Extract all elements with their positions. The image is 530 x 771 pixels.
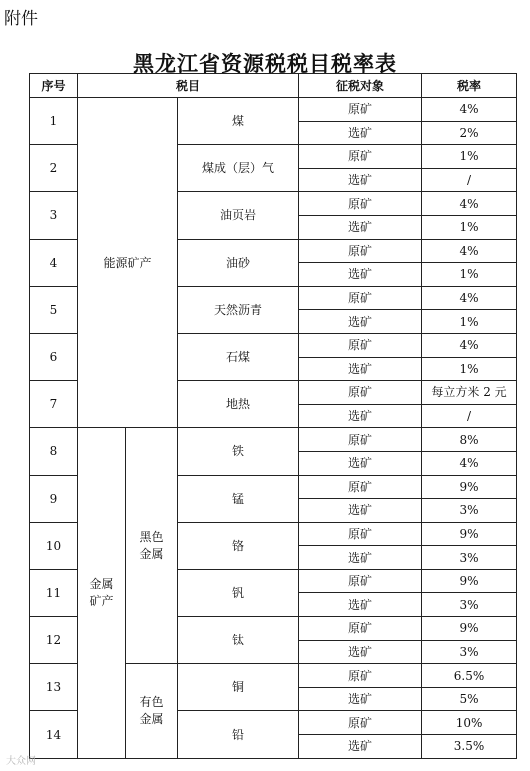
column-header-rate: 税率	[422, 74, 517, 98]
tax-object: 选矿	[299, 546, 422, 570]
category-ferrous-line2: 金属	[139, 546, 164, 561]
tax-object: 原矿	[299, 286, 422, 310]
tax-object: 选矿	[299, 263, 422, 287]
tax-object: 选矿	[299, 593, 422, 617]
item-name: 油砂	[178, 239, 299, 286]
column-header-object: 征税对象	[299, 74, 422, 98]
row-index: 9	[30, 475, 78, 522]
tax-object: 原矿	[299, 239, 422, 263]
item-name: 钛	[178, 617, 299, 664]
row-index: 14	[30, 711, 78, 758]
page-title: 黑龙江省资源税税目税率表	[133, 51, 397, 76]
item-name: 地热	[178, 381, 299, 428]
tax-rate: 6.5%	[422, 664, 517, 688]
tax-rate: 1%	[422, 310, 517, 334]
category-nonferrous-line1: 有色	[139, 694, 164, 709]
watermark: 大众网	[6, 756, 36, 767]
tax-object: 原矿	[299, 617, 422, 641]
tax-object: 选矿	[299, 735, 422, 759]
tax-object: 选矿	[299, 310, 422, 334]
tax-object: 选矿	[299, 687, 422, 711]
tax-object: 原矿	[299, 98, 422, 122]
tax-rate: 4%	[422, 239, 517, 263]
tax-rate: 4%	[422, 192, 517, 216]
tax-object: 选矿	[299, 357, 422, 381]
category-metal-line2: 矿产	[89, 593, 114, 608]
row-index: 12	[30, 617, 78, 664]
category-energy: 能源矿产	[78, 98, 178, 428]
row-index: 7	[30, 381, 78, 428]
tax-rate: 4%	[422, 451, 517, 475]
row-index: 2	[30, 145, 78, 192]
tax-rate: 3.5%	[422, 735, 517, 759]
attachment-label: 附件	[4, 9, 38, 29]
item-name: 铬	[178, 522, 299, 569]
tax-object: 选矿	[299, 499, 422, 523]
tax-rate: 1%	[422, 357, 517, 381]
item-name: 天然沥青	[178, 286, 299, 333]
table-row	[30, 428, 517, 452]
tax-rate-table	[29, 73, 517, 759]
table-row	[30, 98, 517, 122]
tax-rate: 10%	[422, 711, 517, 735]
item-name: 油页岩	[178, 192, 299, 239]
category-nonferrous-line2: 金属	[139, 711, 164, 726]
column-header-item: 税目	[78, 74, 299, 98]
tax-rate: 9%	[422, 569, 517, 593]
tax-rate: 3%	[422, 546, 517, 570]
row-index: 5	[30, 286, 78, 333]
tax-object: 原矿	[299, 711, 422, 735]
item-name: 煤成（层）气	[178, 145, 299, 192]
tax-rate: 9%	[422, 617, 517, 641]
row-index: 4	[30, 239, 78, 286]
tax-rate: 9%	[422, 475, 517, 499]
tax-rate: 3%	[422, 593, 517, 617]
tax-object: 原矿	[299, 381, 422, 405]
tax-rate: 2%	[422, 121, 517, 145]
tax-object: 原矿	[299, 522, 422, 546]
item-name: 锰	[178, 475, 299, 522]
tax-rate: 1%	[422, 263, 517, 287]
tax-rate: 3%	[422, 640, 517, 664]
column-header-index: 序号	[30, 74, 78, 98]
row-index: 10	[30, 522, 78, 569]
tax-rate: 5%	[422, 687, 517, 711]
tax-rate: 1%	[422, 215, 517, 239]
tax-rate: 9%	[422, 522, 517, 546]
tax-object: 选矿	[299, 404, 422, 428]
tax-rate: /	[422, 404, 517, 428]
tax-object: 原矿	[299, 145, 422, 169]
tax-rate: 4%	[422, 286, 517, 310]
tax-object: 选矿	[299, 640, 422, 664]
item-name: 钒	[178, 569, 299, 616]
tax-object: 原矿	[299, 428, 422, 452]
tax-object: 原矿	[299, 569, 422, 593]
tax-rate: 3%	[422, 499, 517, 523]
category-metal-line1: 金属	[89, 576, 114, 591]
tax-rate: 4%	[422, 98, 517, 122]
row-index: 6	[30, 333, 78, 380]
tax-object: 原矿	[299, 333, 422, 357]
category-ferrous-line1: 黑色	[139, 529, 164, 544]
tax-object: 原矿	[299, 664, 422, 688]
tax-object: 选矿	[299, 451, 422, 475]
category-ferrous	[126, 428, 178, 664]
table-header-row	[30, 74, 517, 98]
tax-object: 选矿	[299, 168, 422, 192]
tax-rate: 每立方米 2 元	[422, 381, 517, 405]
row-index: 8	[30, 428, 78, 475]
item-name: 煤	[178, 98, 299, 145]
category-nonferrous	[126, 664, 178, 758]
item-name: 石煤	[178, 333, 299, 380]
category-metal	[78, 428, 126, 758]
tax-object: 原矿	[299, 475, 422, 499]
tax-rate: 4%	[422, 333, 517, 357]
tax-rate: /	[422, 168, 517, 192]
item-name: 铅	[178, 711, 299, 758]
item-name: 铜	[178, 664, 299, 711]
tax-object: 选矿	[299, 215, 422, 239]
tax-rate: 1%	[422, 145, 517, 169]
row-index: 1	[30, 98, 78, 145]
tax-rate: 8%	[422, 428, 517, 452]
row-index: 11	[30, 569, 78, 616]
tax-object: 选矿	[299, 121, 422, 145]
row-index: 13	[30, 664, 78, 711]
tax-object: 原矿	[299, 192, 422, 216]
item-name: 铁	[178, 428, 299, 475]
row-index: 3	[30, 192, 78, 239]
